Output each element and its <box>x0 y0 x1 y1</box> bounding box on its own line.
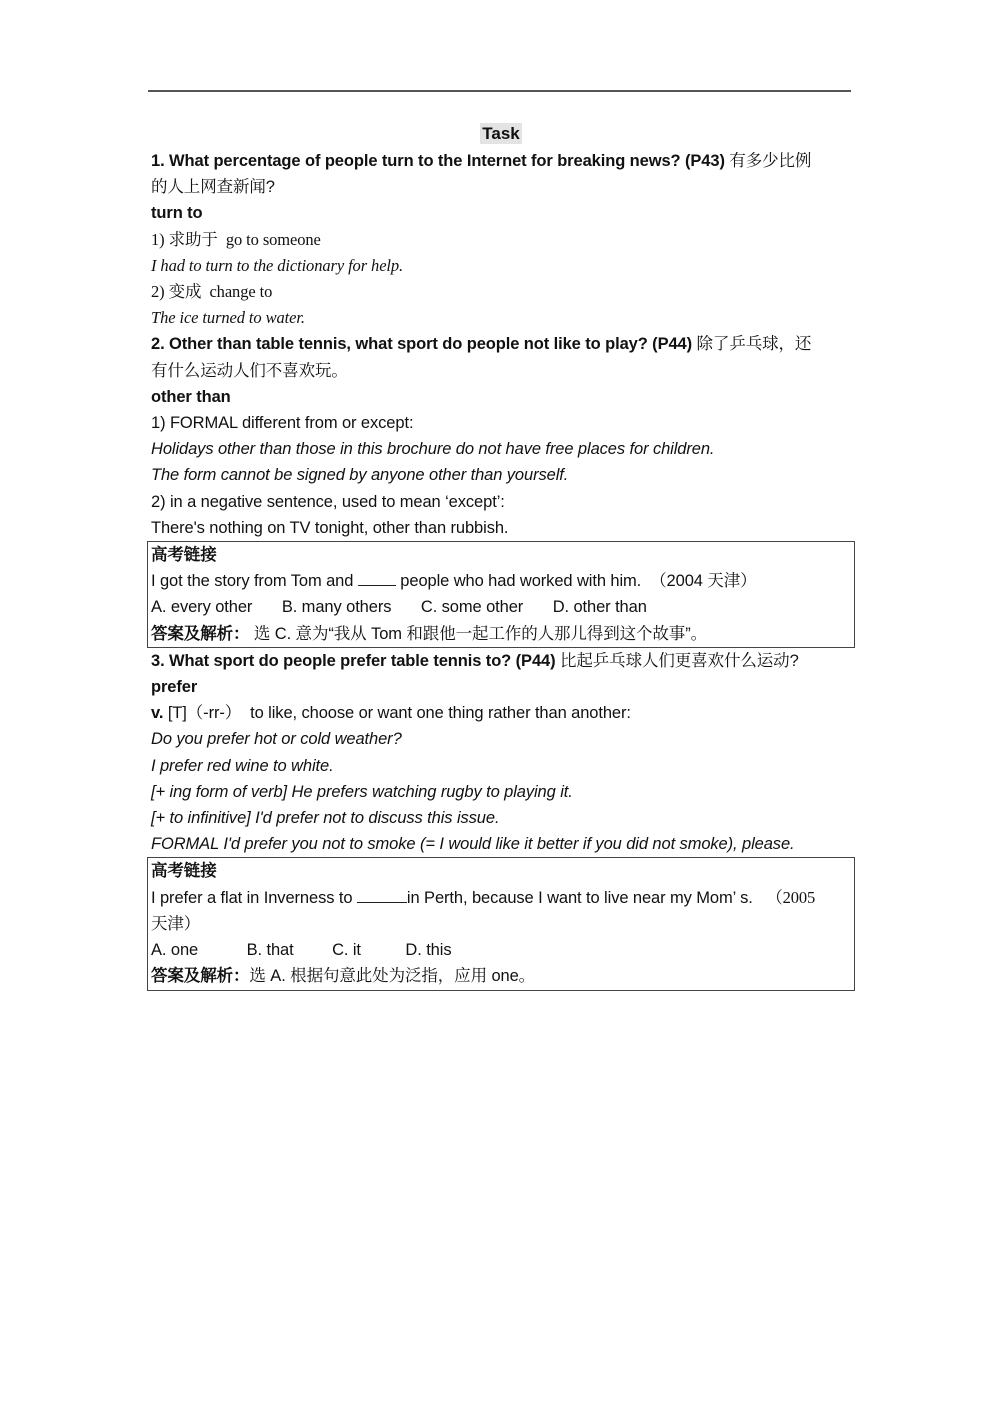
sense-1: 1) 求助于 go to someone <box>151 229 321 249</box>
example-sentence: [+ to infinitive] I'd prefer not to discuss this issue. <box>151 809 500 828</box>
option-c: C. some other <box>420 598 524 617</box>
option-d: D. other than <box>552 598 647 617</box>
option-a: A. one <box>151 941 199 960</box>
sense-2: 2) 变成 change to <box>151 282 273 302</box>
option-d: D. this <box>405 941 452 960</box>
example-sentence: Holidays other than those in this brochure do not have free places for children. <box>151 440 715 459</box>
section-1 <box>151 148 851 331</box>
example-sentence: The form cannot be signed by anyone other than yourself. <box>151 466 569 485</box>
term-turn-to: turn to <box>151 204 203 223</box>
document-page <box>151 120 851 991</box>
option-a: A. every other <box>151 598 253 617</box>
example-sentence: [+ ing form of verb] He prefers watching rugby to playing it. <box>151 782 573 801</box>
header-rule <box>148 90 851 92</box>
example-sentence: FORMAL I'd prefer you not to smoke (= I would like it better if you did not smoke), please. <box>151 835 795 854</box>
example-sentence: Do you prefer hot or cold weather? <box>151 730 402 749</box>
example-sentence: I prefer red wine to white. <box>151 756 334 775</box>
option-b: B. many others <box>281 598 392 617</box>
question-1-cn: 的人上网查新闻? <box>151 178 275 197</box>
page-title <box>151 120 851 148</box>
question-2-cn: 有什么运动人们不喜欢玩。 <box>151 361 348 380</box>
option-c: C. it <box>332 941 361 960</box>
question-2: 2. Other than table tennis, what sport do people not like to play? (P44) 除了乒乓球，还 <box>151 335 812 354</box>
example-sentence: There's nothing on TV tonight, other than rubbish. <box>151 518 509 537</box>
answer-blank <box>357 888 407 903</box>
definition: v. [T]（-rr-） to like, choose or want one thing rather than another: <box>151 704 631 723</box>
definition-1: 1) FORMAL different from or except: <box>151 414 414 433</box>
exam-question: I prefer a flat in Inverness to in Perth, because I want to live near my Mom’ s. （2005 <box>151 887 816 907</box>
exam-question: I got the story from Tom and people who had worked with him. （2004 天津） <box>151 572 757 591</box>
exam-box-heading: 高考链接 <box>151 546 217 565</box>
question-3: 3. What sport do people prefer table tennis to? (P44) 比起乒乓球人们更喜欢什么运动? <box>151 651 799 670</box>
definition-2: 2) in a negative sentence, used to mean ‘except’: <box>151 492 505 511</box>
exam-link-box-1 <box>147 541 855 648</box>
exam-options <box>151 937 851 963</box>
term-other-than: other than <box>151 387 231 406</box>
exam-link-box-2 <box>147 857 855 990</box>
example-sentence: I had to turn to the dictionary for help. <box>151 255 404 275</box>
term-prefer: prefer <box>151 678 198 697</box>
exam-source-cont: 天津） <box>151 914 201 933</box>
section-3 <box>151 648 851 991</box>
section-2 <box>151 331 851 647</box>
question-1: 1. What percentage of people turn to the Internet for breaking news? (P43) 有多少比例 <box>151 152 812 170</box>
example-sentence: The ice turned to water. <box>151 308 305 328</box>
answer-blank <box>358 571 396 586</box>
exam-answer: 答案及解析： 选 C. 意为“我从 Tom 和跟他一起工作的人那儿得到这个故事”。 <box>151 624 707 643</box>
option-b: B. that <box>246 941 294 960</box>
exam-box-heading: 高考链接 <box>151 862 217 881</box>
exam-options <box>151 594 851 620</box>
exam-answer: 答案及解析：选 A. 根据句意此处为泛指，应用 one。 <box>151 967 536 986</box>
task-title: Task <box>482 124 520 143</box>
